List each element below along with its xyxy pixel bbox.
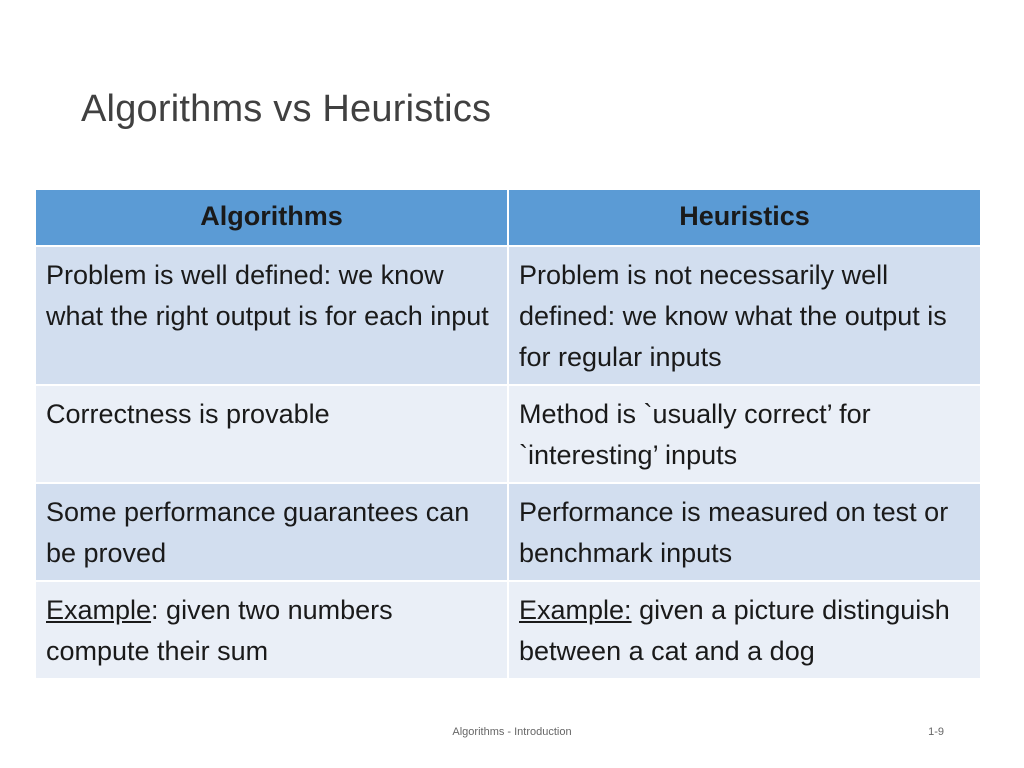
heuristics-cell: Performance is measured on test or benchmark inputs	[508, 483, 981, 581]
algorithms-cell: Some performance guarantees can be proved	[35, 483, 508, 581]
table-row	[35, 385, 981, 483]
algorithms-cell: Correctness is provable	[35, 385, 508, 483]
table-row	[35, 483, 981, 581]
comparison-table	[34, 188, 982, 680]
heuristics-cell: Problem is not necessarily well defined: we know what the output is for regular inputs	[508, 246, 981, 385]
slide-title: Algorithms vs Heuristics	[81, 88, 492, 130]
example-label: Example:	[519, 595, 632, 625]
table-row	[35, 246, 981, 385]
table-row	[35, 581, 981, 679]
footer-page-number: 1-9	[928, 726, 944, 738]
heuristics-cell: Method is `usually correct’ for `interesting’ inputs	[508, 385, 981, 483]
footer-course-title: Algorithms - Introduction	[452, 726, 572, 738]
table-header-row	[35, 189, 981, 246]
example-label: Example	[46, 595, 152, 625]
heuristics-example-cell	[508, 581, 981, 679]
example-text: : given two numbers compute their sum	[46, 595, 393, 666]
column-header-heuristics: Heuristics	[508, 189, 981, 246]
algorithms-example-cell	[35, 581, 508, 679]
example-text: given a picture distinguish between a cat and a dog	[519, 595, 950, 666]
column-header-algorithms: Algorithms	[35, 189, 508, 246]
algorithms-cell: Problem is well defined: we know what the right output is for each input	[35, 246, 508, 385]
